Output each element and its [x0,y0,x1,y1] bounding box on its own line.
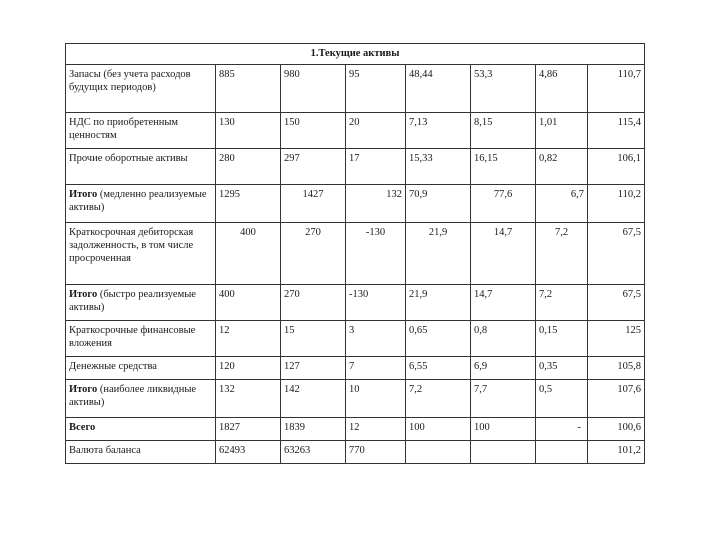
table-row [66,65,645,113]
row-label-text: (наиболее ликвидные активы) [69,384,197,408]
table-cell: 21,9 [406,223,471,285]
table-cell: 105,8 [588,357,645,380]
table-cell: 980 [281,65,346,113]
table-row [66,285,645,321]
table-row [66,223,645,285]
table-cell: 100 [406,418,471,441]
table-cell: 106,1 [588,149,645,185]
row-label-total: Итого [69,289,98,300]
table-cell: 77,6 [471,185,536,223]
table-cell: - [536,418,588,441]
table-cell: 130 [216,113,281,149]
table-cell: -130 [346,223,406,285]
table-cell: 7,13 [406,113,471,149]
row-label-total: Всего [69,422,96,433]
row-label [66,285,216,321]
table-cell: 3 [346,321,406,357]
table-cell: 14,7 [471,223,536,285]
table-cell: 0,15 [536,321,588,357]
row-label [66,185,216,223]
table-cell: 110,7 [588,65,645,113]
table-cell: 125 [588,321,645,357]
table-cell: 100 [471,418,536,441]
table-cell: 14,7 [471,285,536,321]
table-row [66,321,645,357]
current-assets-table [65,43,645,464]
table-cell: 110,2 [588,185,645,223]
table-cell [406,441,471,464]
row-label-text: (медленно реализуемые активы) [69,189,207,213]
table-cell: 107,6 [588,380,645,418]
table-cell: 7 [346,357,406,380]
table-cell: 7,2 [536,285,588,321]
table-cell: 0,65 [406,321,471,357]
table-cell: 63263 [281,441,346,464]
table-cell: 101,2 [588,441,645,464]
row-label: НДС по приобретенным ценностям [66,113,216,149]
table-cell [471,441,536,464]
table-cell: 297 [281,149,346,185]
row-label: Краткосрочная дебиторская задолженность, в том числе просроченная [66,223,216,285]
table-cell: 270 [281,285,346,321]
table-cell: 770 [346,441,406,464]
table-row [66,149,645,185]
table-cell: 127 [281,357,346,380]
table-cell: 7,2 [536,223,588,285]
table-cell: 16,15 [471,149,536,185]
table-cell: 270 [281,223,346,285]
table-cell: 0,35 [536,357,588,380]
table-cell: 6,55 [406,357,471,380]
table-cell: 6,9 [471,357,536,380]
table-cell: 1,01 [536,113,588,149]
table-cell: 8,15 [471,113,536,149]
table-cell: 142 [281,380,346,418]
table-cell: 132 [346,185,406,223]
table-cell: 6,7 [536,185,588,223]
table-cell: 48,44 [406,65,471,113]
table-cell: 15,33 [406,149,471,185]
row-label-total: Итого [69,384,98,395]
row-label [66,380,216,418]
table-row [66,418,645,441]
table-cell: 7,7 [471,380,536,418]
row-label-text: (быстро реализуемые активы) [69,289,196,313]
table-cell: 15 [281,321,346,357]
table-cell: 67,5 [588,285,645,321]
table-cell: 0,8 [471,321,536,357]
table-cell: 400 [216,285,281,321]
table-cell: 120 [216,357,281,380]
table-cell: 115,4 [588,113,645,149]
row-label-total: Итого [69,189,98,200]
table-cell: 95 [346,65,406,113]
table-row [66,185,645,223]
table-cell: 1827 [216,418,281,441]
table-cell: 1295 [216,185,281,223]
row-label: Денежные средства [66,357,216,380]
table-row [66,113,645,149]
table-cell: 17 [346,149,406,185]
table-cell: 1427 [281,185,346,223]
table-row [66,441,645,464]
table-cell: 100,6 [588,418,645,441]
table-cell: 4,86 [536,65,588,113]
row-label: Краткосрочные финансовые вложения [66,321,216,357]
table-title-row [66,44,645,65]
table-cell: 21,9 [406,285,471,321]
row-label: Прочие оборотные активы [66,149,216,185]
table-cell: 400 [216,223,281,285]
table-cell: -130 [346,285,406,321]
table-cell: 0,5 [536,380,588,418]
row-label: Валюта баланса [66,441,216,464]
table-cell: 1839 [281,418,346,441]
table-cell: 12 [216,321,281,357]
table-cell: 10 [346,380,406,418]
table-cell: 0,82 [536,149,588,185]
table-cell: 280 [216,149,281,185]
row-label [66,418,216,441]
table-cell: 20 [346,113,406,149]
table-cell: 132 [216,380,281,418]
table-cell: 53,3 [471,65,536,113]
table-cell: 12 [346,418,406,441]
table-cell: 885 [216,65,281,113]
table-cell: 150 [281,113,346,149]
table-cell: 62493 [216,441,281,464]
table-row [66,380,645,418]
table-cell: 67,5 [588,223,645,285]
row-label: Запасы (без учета расходов будущих периодов) [66,65,216,113]
table-cell [536,441,588,464]
table-cell: 70,9 [406,185,471,223]
table-cell: 7,2 [406,380,471,418]
table-row [66,357,645,380]
table-title: 1.Текущие активы [66,44,645,65]
